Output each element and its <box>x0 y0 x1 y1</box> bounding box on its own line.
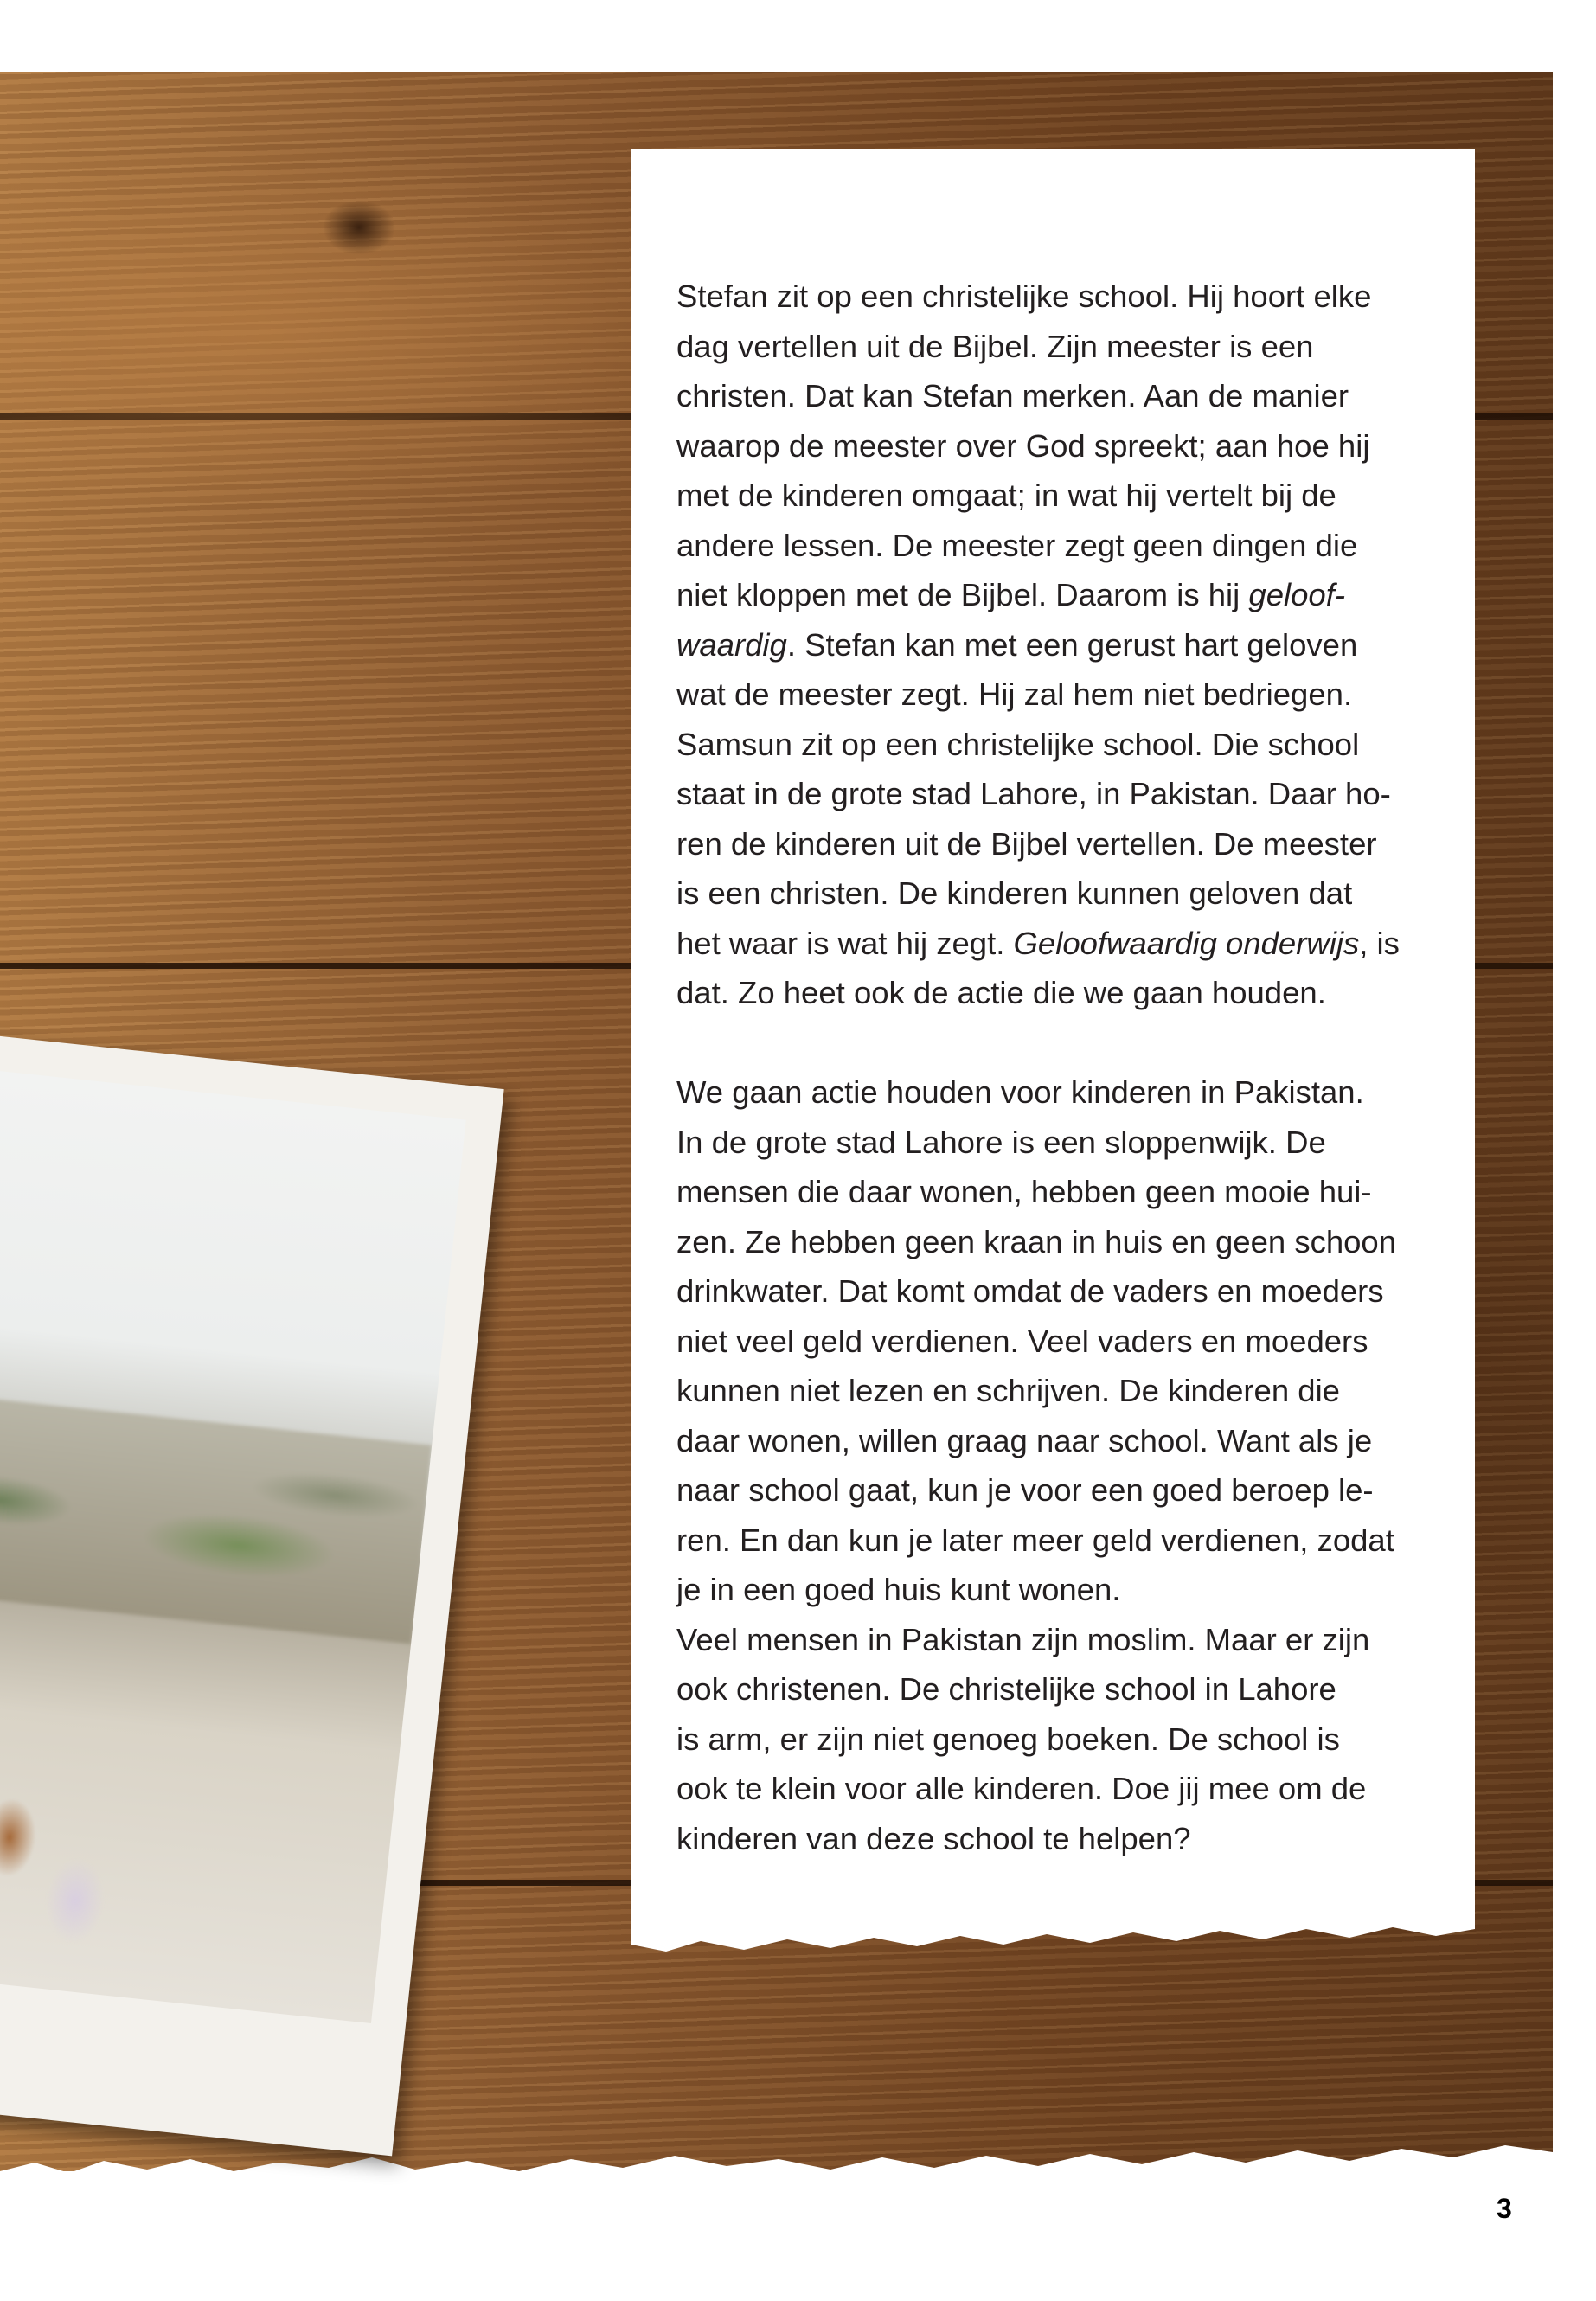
photo-cloth <box>30 1841 119 1961</box>
text-line: christen. Dat kan Stefan merken. Aan de manier <box>676 378 1349 413</box>
text-line: Stefan zit op een christelijke school. Hij hoort elke <box>676 279 1372 314</box>
page-number: 3 <box>1497 2193 1512 2224</box>
italic-term: Geloofwaardig onderwijs <box>1013 925 1360 961</box>
italic-term: geloof- <box>1248 577 1345 612</box>
text-line: drinkwater. Dat komt omdat de vaders en moeders <box>676 1273 1384 1309</box>
text-run: niet kloppen met de Bijbel. Daarom is hij <box>676 577 1249 612</box>
text-line: mensen die daar wonen, hebben geen mooie hui- <box>676 1174 1372 1209</box>
torn-card-edge <box>631 1912 1475 1964</box>
landscape-photo <box>0 1057 466 2023</box>
text-run: . Stefan kan met een gerust hart geloven <box>786 626 1358 663</box>
text-line: kunnen niet lezen en schrijven. De kinderen die <box>676 1373 1340 1408</box>
text-line: je in een goed huis kunt wonen. <box>676 1572 1121 1607</box>
article-text <box>676 272 1438 1863</box>
text-line: Samsun zit op een christelijke school. Die school <box>676 726 1360 762</box>
text-line: ren. En dan kun je later meer geld verdienen, zodat <box>676 1522 1394 1558</box>
text-line: ren de kinderen uit de Bijbel vertellen. De meester <box>676 825 1377 862</box>
text-line: We gaan actie houden voor kinderen in Pakistan. <box>676 1074 1364 1110</box>
text-line: staat in de grote stad Lahore, in Pakistan. Daar ho- <box>676 776 1391 811</box>
text-line: kinderen van deze school te helpen? <box>676 1820 1191 1856</box>
text-line: dag vertellen uit de Bijbel. Zijn meester is een <box>676 328 1314 364</box>
italic-term: waardig <box>676 626 787 663</box>
paragraph-stefan <box>676 272 1438 1018</box>
text-line <box>676 620 1438 670</box>
text-line: Veel mensen in Pakistan zijn moslim. Maar er zijn <box>676 1621 1370 1657</box>
text-line: niet veel geld verdienen. Veel vaders en moeders <box>676 1323 1368 1359</box>
paragraph-gap <box>676 1018 1438 1068</box>
text-line: naar school gaat, kun je voor een goed beroep le- <box>676 1472 1374 1508</box>
paragraph-pakistan <box>676 1615 1438 1864</box>
text-line: ook te klein voor alle kinderen. Doe jij mee om de <box>676 1771 1367 1806</box>
text-line: is een christen. De kinderen kunnen geloven dat <box>676 875 1353 911</box>
text-line: met de kinderen omgaat; in wat hij vertelt bij de <box>676 478 1336 513</box>
photo-hills <box>0 1382 432 1644</box>
text-line: waarop de meester over God spreekt; aan hoe hij <box>676 427 1370 464</box>
text-run: het waar is wat hij zegt. <box>676 925 1014 961</box>
text-line <box>676 919 1438 969</box>
text-line: daar wonen, willen graag naar school. Want als je <box>676 1422 1373 1458</box>
text-line: ook christenen. De christelijke school in Lahore <box>676 1671 1336 1707</box>
text-line: In de grote stad Lahore is een sloppenwijk. De <box>676 1124 1326 1160</box>
torn-wood-edge <box>0 2137 1553 2197</box>
text-line: zen. Ze hebben geen kraan in huis en geen schoon <box>676 1223 1397 1259</box>
text-line <box>676 570 1438 620</box>
text-line: is arm, er zijn niet genoeg boeken. De school is <box>676 1721 1340 1757</box>
paragraph-actie <box>676 1067 1438 1615</box>
text-line: andere lessen. De meester zegt geen dingen die <box>676 527 1358 563</box>
text-line: wat de meester zegt. Hij zal hem niet bedriegen. <box>676 676 1353 712</box>
text-run: , is <box>1359 925 1400 961</box>
text-line: dat. Zo heet ook de actie die we gaan houden. <box>676 975 1326 1010</box>
